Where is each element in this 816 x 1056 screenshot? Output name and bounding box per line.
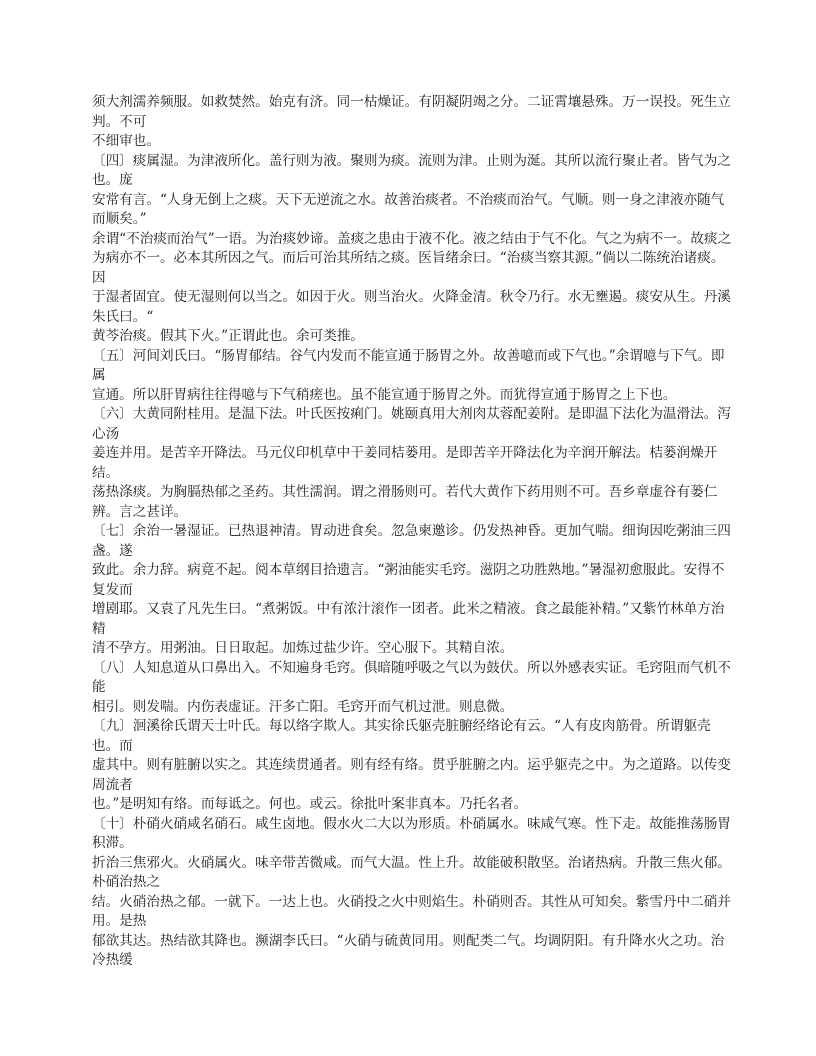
text-line: 清不孕方。用粥油。日日取起。加炼过盐少许。空心服下。其精自浓。: [92, 640, 514, 656]
text-line: 宣通。所以肝胃病往往得噫与下气稍瘥也。虽不能宣通于肠胃之外。而犹得宣通于肠胃之上下也。: [92, 386, 677, 403]
text-line: 姜连并用。是苦辛开降法。马元仪印机草中干姜同桔蒌用。是即苦辛开降法化为辛润开解法。桔蒌润燥开结。: [92, 445, 718, 481]
text-line: 安常有言。“人身无倒上之痰。天下无逆流之水。故善治痰者。不治痰而治气。气顺。则一身之津液亦随气而顺矣。”: [92, 191, 725, 227]
text-line: 〔五〕河间刘氏曰。“肠胃郁结。谷气内发而不能宣通于肠胃之外。故善噫而或下气也。”余谓噫与下气。即属: [92, 347, 725, 383]
text-line: 须大剂濡养频服。如救焚然。始克有济。同一枯燥证。有阴凝阴竭之分。二证霄壤悬殊。万一误投。死生立判。不可: [92, 94, 731, 130]
document-body: [92, 93, 732, 971]
text-line: 余谓“不治痰而治气”一语。为治痰妙谛。盖痰之患由于液不化。液之结由于气不化。气之为病不一。故痰之: [92, 230, 732, 247]
text-line: 荡热涤痰。为胸膈热郁之圣药。其性濡润。谓之滑肠则可。若代大黄作下药用则不可。吾乡章虚谷有蒌仁辨。言之甚详。: [92, 484, 718, 520]
text-line: 致此。余力辞。病竟不起。阅本草纲目拾遗言。“粥油能实毛窍。滋阴之功胜熟地。”暑湿初愈服此。安得不复发而: [92, 562, 725, 598]
text-line: 为病亦不一。必本其所因之气。而后可治其所结之痰。医旨绪余曰。“治痰当察其源。”倘以二陈统治诸痰。因: [92, 250, 725, 286]
text-line: 〔七〕余治一暑湿证。已热退神清。胃动进食矣。忽急柬邀诊。仍发热神昏。更加气喘。细询因吃粥油三四盏。遂: [92, 523, 731, 559]
text-line: 增剧耶。又袁了凡先生曰。“煮粥饭。中有浓汁滚作一团者。此米之精液。食之最能补精。”又紫竹林单方治精: [92, 601, 725, 637]
text-line: 结。火硝治热之郁。一就下。一达上也。火硝投之火中则焰生。朴硝则否。其性从可知矣。紫雪丹中二硝并用。是热: [92, 893, 731, 929]
text-line: 〔六〕大黄同附桂用。是温下法。叶氏医按痢门。姚颐真用大剂肉苁蓉配姜附。是即温下法化为温滑法。泻心汤: [92, 406, 731, 442]
text-line: 〔四〕痰属湿。为津液所化。盖行则为液。聚则为痰。流则为津。止则为涎。其所以流行聚止者。皆气为之也。庞: [92, 152, 731, 188]
text-line: 〔八〕人知息道从口鼻出入。不知遍身毛窍。俱暗随呼吸之气以为鼓伏。所以外感表实证。毛窍阻而气机不能: [92, 659, 731, 695]
text-line: 也。”是明知有络。而每诋之。何也。或云。徐批叶案非真本。乃托名者。: [92, 796, 528, 812]
text-line: 不细审也。: [92, 133, 160, 149]
text-line: 〔十〕朴硝火硝咸名硝石。咸生卤地。假水火二大以为形质。朴硝属水。味咸气寒。性下走。故能推荡肠胃积滞。: [92, 815, 731, 851]
text-line: 虚其中。则有脏腑以实之。其连续贯通者。则有经有络。贯乎脏腑之内。运乎躯壳之中。为之道路。以传变周流者: [92, 757, 731, 793]
text-line: 黄芩治痰。假其下火。”正谓此也。余可类推。: [92, 328, 365, 344]
text-line: 折治三焦邪火。火硝属火。味辛带苦微咸。而气大温。性上升。故能破积散坚。治诸热病。升散三焦火郁。朴硝治热之: [92, 854, 731, 890]
text-line: 相引。则发喘。内伤表虚证。汗多亡阳。毛窍开而气机过泄。则息微。: [92, 698, 514, 715]
text-line: 〔九〕洄溪徐氏谓天士叶氏。每以络字欺人。其实徐氏躯壳脏腑经络论有云。“人有皮肉筋骨。所谓躯壳也。而: [92, 718, 711, 754]
text-line: 郁欲其达。热结欲其降也。濒湖李氏曰。“火硝与硫黄同用。则配类二气。均调阴阳。有升降水火之功。治冷热缓: [92, 932, 725, 968]
text-line: 于湿者固宜。使无湿则何以当之。如因于火。则当治火。火降金清。秋令乃行。水无壅遏。痰安从生。丹溪朱氏曰。“: [92, 289, 731, 325]
